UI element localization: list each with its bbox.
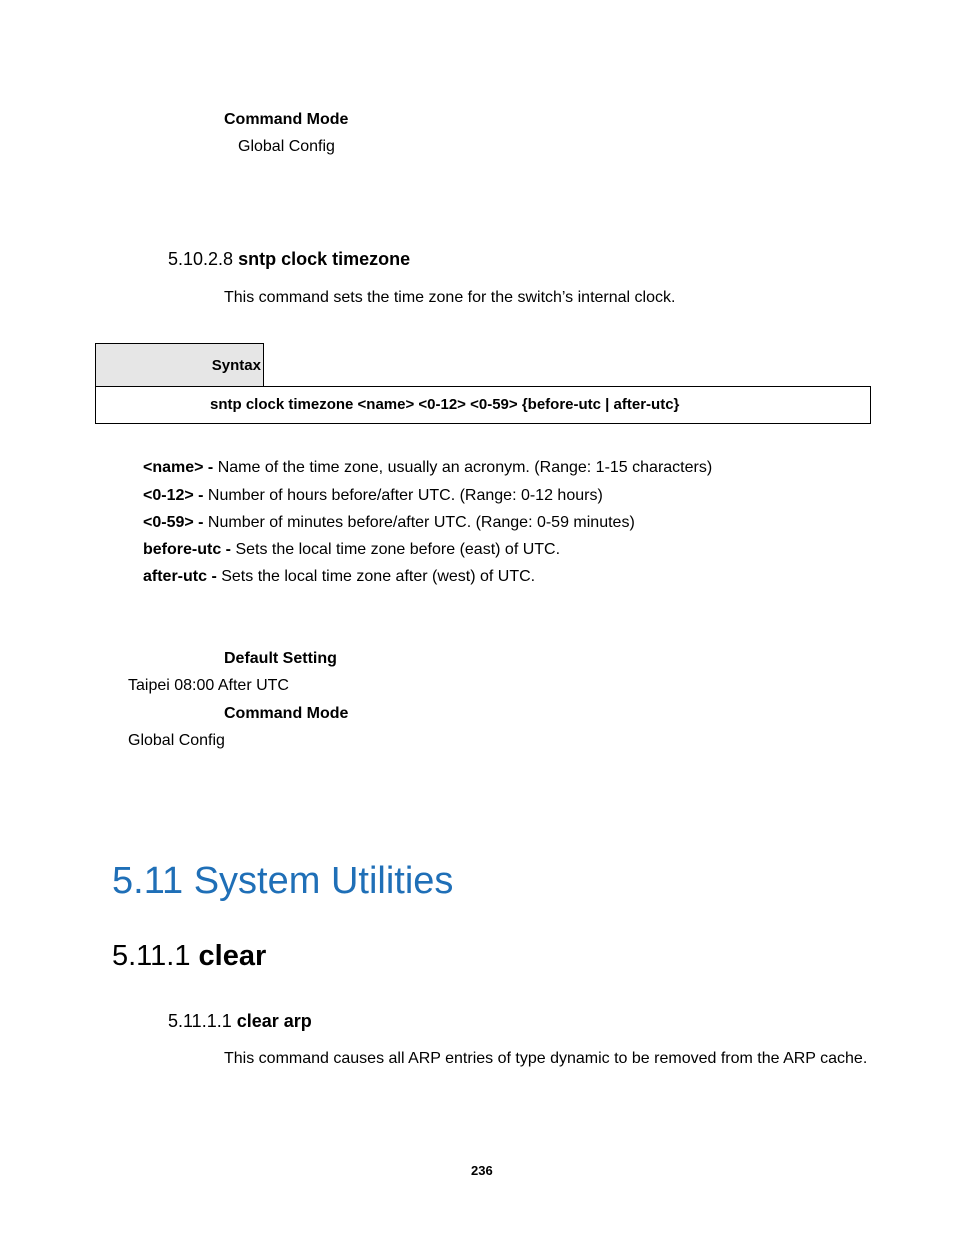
param-desc: Number of hours before/after UTC. (Range: 0-12 hours)	[203, 487, 603, 504]
syntax-command: sntp clock timezone <name> <0-12> <0-59> {before-utc | after-utc}	[210, 396, 680, 413]
param-name: <0-12> -	[143, 487, 204, 504]
param-name: <0-59> -	[143, 514, 204, 531]
section-title: clear arp	[236, 1011, 312, 1031]
section-heading-5-11-1	[112, 940, 266, 973]
syntax-table-header	[95, 343, 264, 387]
chapter-heading: 5.11 System Utilities	[112, 860, 454, 902]
section-description: This command sets the time zone for the switch’s internal clock.	[224, 289, 676, 306]
section-title: sntp clock timezone	[238, 249, 411, 269]
syntax-table-body	[95, 386, 871, 424]
command-mode-value: Global Config	[238, 138, 335, 155]
param-desc: Name of the time zone, usually an acronym. (Range: 1-15 characters)	[213, 459, 713, 476]
param-item	[143, 514, 635, 532]
param-item	[143, 459, 712, 477]
param-item	[143, 568, 535, 586]
param-desc: Sets the local time zone after (west) of UTC.	[216, 568, 536, 585]
section-heading-5-11-1-1	[168, 1011, 312, 1032]
param-desc: Number of minutes before/after UTC. (Range: 0-59 minutes)	[203, 514, 635, 531]
command-mode-label: Command Mode	[224, 111, 349, 128]
syntax-header-label: Syntax	[211, 357, 261, 374]
param-desc: Sets the local time zone before (east) of UTC.	[231, 541, 561, 558]
page-number: 236	[471, 1163, 493, 1178]
section-title: clear	[198, 940, 267, 972]
command-mode-label: Command Mode	[224, 705, 349, 722]
param-item	[143, 541, 560, 559]
default-setting-label: Default Setting	[224, 650, 337, 667]
section-description: This command causes all ARP entries of type dynamic to be removed from the ARP cache.	[224, 1050, 868, 1067]
param-name: <name> -	[143, 459, 214, 476]
param-name: before-utc -	[143, 541, 231, 558]
command-mode-value: Global Config	[128, 732, 225, 749]
section-heading-5-10-2-8	[168, 249, 410, 270]
section-number: 5.10.2.8	[168, 249, 234, 269]
default-setting-value: Taipei 08:00 After UTC	[128, 677, 289, 694]
param-name: after-utc -	[143, 568, 217, 585]
param-item	[143, 487, 603, 505]
section-number: 5.11.1.1	[168, 1011, 232, 1031]
section-number: 5.11.1	[112, 940, 191, 972]
